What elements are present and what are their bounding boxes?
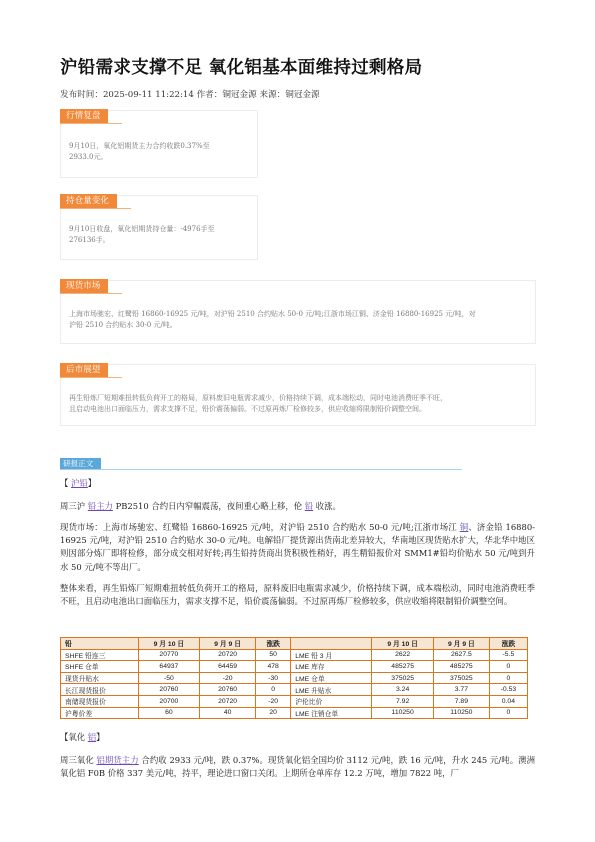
box-line: 2933.0元。 bbox=[69, 153, 108, 161]
table-cell: 0 bbox=[489, 672, 527, 684]
table-cell: SHFE 铅连三 bbox=[61, 649, 139, 661]
text: 收涨。 bbox=[313, 501, 341, 511]
table-cell: LME 仓单 bbox=[291, 672, 372, 684]
lead-link[interactable]: 沪铅 bbox=[71, 478, 88, 488]
lead-main-contract-link[interactable]: 铅主力 bbox=[87, 501, 113, 511]
open-interest-box bbox=[60, 195, 258, 260]
paragraph-alumina bbox=[60, 754, 535, 780]
table-cell: 南储现货报价 bbox=[61, 695, 139, 707]
table-cell: 0 bbox=[489, 661, 527, 673]
table-cell: 110250 bbox=[433, 707, 489, 719]
table-header-cell: 9 月 10 日 bbox=[372, 638, 434, 650]
outlook-text bbox=[69, 393, 447, 415]
table-header-cell: 9 月 9 日 bbox=[433, 638, 489, 650]
table-cell: 478 bbox=[256, 661, 291, 673]
table-row bbox=[61, 649, 528, 661]
paragraph-spot-market bbox=[60, 521, 535, 574]
table-cell: LME 升贴水 bbox=[291, 684, 372, 696]
bracket-close: 】 bbox=[87, 478, 97, 488]
table-cell: 0 bbox=[256, 684, 291, 696]
alumina-main-contract-link[interactable]: 铝期货主力 bbox=[96, 755, 139, 765]
spot-market-tag: 现货市场 bbox=[60, 279, 108, 293]
table-cell: 375025 bbox=[433, 672, 489, 684]
table-cell: 20760 bbox=[200, 684, 256, 696]
meta-source-label: 来源： bbox=[256, 90, 286, 100]
table-cell: 7.92 bbox=[372, 695, 434, 707]
spot-market-box bbox=[60, 280, 536, 344]
table-cell: LME 注销仓单 bbox=[291, 707, 372, 719]
table-cell: 485275 bbox=[433, 661, 489, 673]
bracket-open: 【 bbox=[60, 478, 72, 488]
table-cell: -20 bbox=[256, 695, 291, 707]
table-header-cell: 9 月 9 日 bbox=[200, 638, 256, 650]
table-cell: 20760 bbox=[138, 684, 200, 696]
meta-author: 铜冠金源 bbox=[222, 90, 257, 100]
alumina-heading bbox=[60, 731, 535, 744]
table-cell: 110250 bbox=[372, 707, 434, 719]
lead-market-table bbox=[60, 637, 528, 719]
table-cell: 20 bbox=[256, 707, 291, 719]
table-cell: 现货升贴水 bbox=[61, 672, 139, 684]
table-cell: 64937 bbox=[138, 661, 200, 673]
box-line: 276136手。 bbox=[69, 236, 110, 244]
table-row bbox=[61, 695, 528, 707]
market-review-text bbox=[69, 141, 210, 163]
outlook-tag: 后市展望 bbox=[60, 363, 108, 377]
table-cell: -20 bbox=[200, 672, 256, 684]
table-row bbox=[61, 684, 528, 696]
report-body-tag: 研报正文 bbox=[60, 458, 101, 470]
meta-source: 铜冠金源 bbox=[285, 90, 320, 100]
table-cell: -50 bbox=[138, 672, 200, 684]
table-cell: 50 bbox=[256, 649, 291, 661]
meta-prefix: 发布时间：2025-09-11 11:22:14 作者： bbox=[60, 90, 223, 100]
box-line: 9月10日收盘，氧化铝期货持仓量：-4976手至 bbox=[69, 225, 215, 233]
table-cell: -0.53 bbox=[489, 684, 527, 696]
text: PB2510 合约日内窄幅震荡，夜间重心略上移，伦 bbox=[112, 501, 305, 511]
table-cell: 7.89 bbox=[433, 695, 489, 707]
table-header-cell: 涨跌 bbox=[256, 638, 291, 650]
paragraph-outlook: 整体来看，再生铅炼厂短期难扭转低负荷开工的格局，原料废旧电瓶需求减少，价格持续下调，成本端松动，同时电池消费旺季不旺，且启动电池出口面临压力，需求支撑不足，铅价震荡偏弱。不过原再炼厂检修较多，供应收缩将限制铅价调整空间。 bbox=[60, 583, 535, 607]
table-cell: -30 bbox=[256, 672, 291, 684]
table-cell: 485275 bbox=[372, 661, 434, 673]
table-header-cell: 铅 bbox=[61, 638, 139, 650]
market-review-tag: 行情复盘 bbox=[60, 109, 108, 123]
market-review-box bbox=[60, 110, 258, 178]
lead-lead-heading bbox=[60, 477, 535, 490]
table-cell: 0.04 bbox=[489, 695, 527, 707]
table-cell: 2627.5 bbox=[433, 649, 489, 661]
table-cell: 375025 bbox=[372, 672, 434, 684]
table-header-cell bbox=[291, 638, 372, 650]
table-cell: 2622 bbox=[372, 649, 434, 661]
table-header-cell: 涨跌 bbox=[489, 638, 527, 650]
box-line: 再生铅炼厂短期难扭转低负荷开工的格局，原料废旧电瓶需求减少，价格持续下调，成本端松动，同时电池消费旺季不旺， bbox=[69, 394, 447, 402]
article-meta bbox=[60, 88, 320, 100]
table-cell: LME 铅 3 月 bbox=[291, 649, 372, 661]
spot-market-text bbox=[69, 309, 476, 331]
table-cell: 3.24 bbox=[372, 684, 434, 696]
table-cell: 64459 bbox=[200, 661, 256, 673]
table-header-cell: 9 月 10 日 bbox=[138, 638, 200, 650]
table-cell: 20720 bbox=[200, 695, 256, 707]
table-cell: 0 bbox=[489, 707, 527, 719]
table-cell: SHFE 仓单 bbox=[61, 661, 139, 673]
table-cell: 沪伦比价 bbox=[291, 695, 372, 707]
article-title: 沪铅需求支撑不足 氧化铝基本面维持过剩格局 bbox=[60, 58, 423, 78]
box-line: 且启动电池出口面临压力，需求支撑不足，铅价震荡偏弱。不过原再炼厂检修较多，供应收缩将限制铅价调整空间。 bbox=[69, 405, 426, 413]
table-cell: -5.5 bbox=[489, 649, 527, 661]
table-cell: 沪粤价差 bbox=[61, 707, 139, 719]
table-row bbox=[61, 672, 528, 684]
bracket-close: 】 bbox=[96, 732, 105, 742]
table-header-row bbox=[61, 638, 528, 650]
table-cell: 20770 bbox=[138, 649, 200, 661]
table-cell: 20720 bbox=[200, 649, 256, 661]
table-row bbox=[61, 661, 528, 673]
text: 现货市场：上海市场驰宏、红鹭铅 16860-16925 元/吨，对沪铅 2510 合约贴水 50-0 元/吨;江浙市场江 bbox=[60, 522, 460, 532]
box-line: 沪铅 2510 合约贴水 30-0 元/吨。 bbox=[69, 321, 177, 329]
lme-lead-link[interactable]: 铅 bbox=[304, 501, 314, 511]
report-divider bbox=[60, 469, 462, 470]
outlook-box bbox=[60, 364, 536, 426]
text: 周三沪 bbox=[60, 501, 88, 511]
paragraph-lead-summary bbox=[60, 500, 535, 513]
text: 合约收 2933 元/吨，跌 0.37%。现货氧化铝全国均价 3112 元/吨，跌 16 元/吨，升水 245 元/吨。澳洲氧化铝 F0B 价格 337 美元/吨，持平，理论进口窗口关闭。上期所仓单库存 12.2 万吨，增加 7822 吨，厂 bbox=[60, 755, 535, 779]
box-line: 上海市场驰宏、红鹭铅 16860-16925 元/吨，对沪铅 2510 合约贴水 50-0 元/吨;江浙市场江铜、济金铅 16880-16925 元/吨，对 bbox=[69, 310, 476, 318]
table-cell: 20700 bbox=[138, 695, 200, 707]
table-cell: LME 库存 bbox=[291, 661, 372, 673]
text: 、济金铅 16880-16925 元/吨，对沪铅 2510 合约贴水 30-0 元/吨。电解铅厂提货源出货南北差异较大，华南地区现货贴水扩大，华北华中地区则因部分炼厂即将检修，部分成交相对好转;再生铅持货商出货积极性稍好，再生精铅报价对 SMM1#铅均价贴水 50 元/吨到升水 50 元/吨不等出厂。 bbox=[60, 522, 535, 572]
table-cell: 60 bbox=[138, 707, 200, 719]
open-interest-text bbox=[69, 224, 215, 246]
open-interest-tag: 持仓量变化 bbox=[60, 194, 117, 208]
box-line: 9月10日，氧化铝期货主力合约收跌0.37%至 bbox=[69, 142, 210, 150]
table-cell: 长江现货报价 bbox=[61, 684, 139, 696]
table-cell: 3.77 bbox=[433, 684, 489, 696]
table-row bbox=[61, 707, 528, 719]
table-cell: 40 bbox=[200, 707, 256, 719]
aluminum-link[interactable]: 铝 bbox=[87, 732, 97, 742]
bracket-open: 【氧化 bbox=[60, 732, 88, 742]
text: 周三氧化 bbox=[60, 755, 97, 765]
copper-link[interactable]: 铜 bbox=[459, 522, 469, 532]
